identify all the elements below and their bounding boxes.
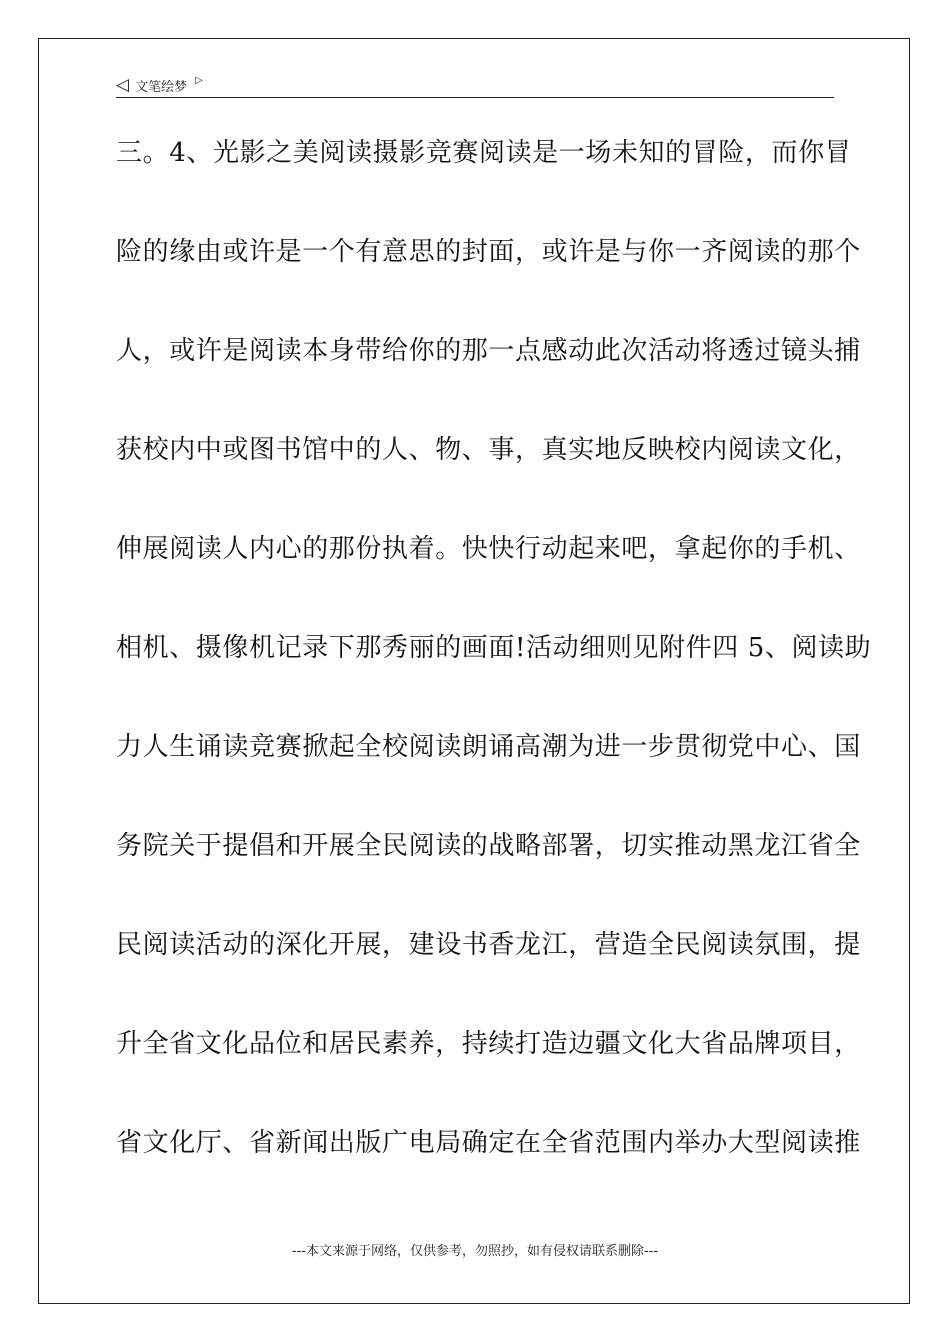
triangle-right-outline-icon: ▷	[195, 75, 203, 86]
text-line: 省文化厅、省新闻出版广电局确定在全省范围内举办大型阅读推	[116, 1128, 861, 1158]
text-line: 相机、摄像机记录下那秀丽的画面!活动细则见附件四 5、阅读助	[116, 633, 872, 663]
text-line: 险的缘由或许是一个有意思的封面，或许是与你一齐阅读的那个	[116, 237, 861, 267]
text-line: 伸展阅读人内心的那份执着。快快行动起来吧，拿起你的手机、	[116, 534, 861, 564]
text-line: 获校内中或图书馆中的人、物、事，真实地反映校内阅读文化，	[116, 435, 861, 465]
body-text	[116, 122, 872, 1211]
text-line: 三。4、光影之美阅读摄影竞赛阅读是一场未知的冒险，而你冒	[116, 138, 852, 168]
text-line: 人，或许是阅读本身带给你的那一点感动此次活动将透过镜头捕	[116, 336, 861, 366]
triangle-left-outline-icon: ◁	[116, 74, 130, 95]
page-header	[116, 72, 203, 98]
text-line: 升全省文化品位和居民素养，持续打造边疆文化大省品牌项目，	[116, 1029, 861, 1059]
text-line: 力人生诵读竞赛掀起全校阅读朗诵高潮为进一步贯彻党中心、国	[116, 732, 861, 762]
footer-disclaimer: ---本文来源于网络，仅供参考，勿照抄，如有侵权请联系删除---	[291, 1244, 659, 1259]
text-line: 民阅读活动的深化开展，建设书香龙江，营造全民阅读氛围，提	[116, 930, 861, 960]
text-line: 务院关于提倡和开展全民阅读的战略部署，切实推动黑龙江省全	[116, 831, 861, 861]
header-divider	[116, 97, 834, 98]
header-title: 文笔绘梦	[135, 79, 188, 95]
